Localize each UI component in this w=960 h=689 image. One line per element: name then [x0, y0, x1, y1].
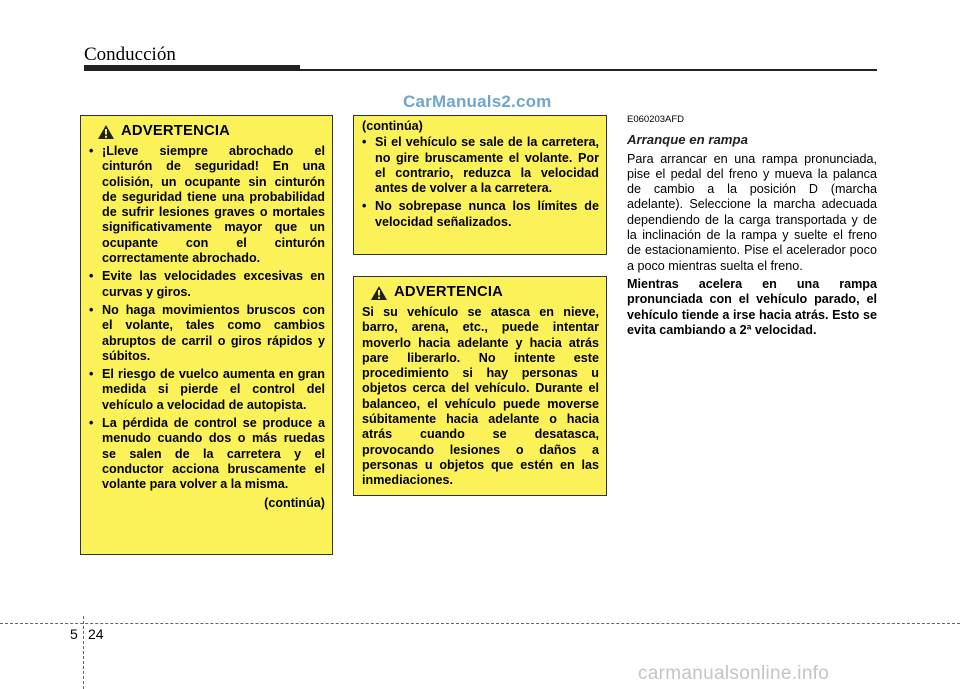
list-item: • No haga movimientos bruscos con el volante, tales como cambios abruptos de carril o giros rápidos y súbitos. — [89, 303, 325, 364]
warning-title: ADVERTENCIA — [121, 123, 231, 140]
header-rule-thin — [300, 69, 877, 71]
footer-vertical-divider — [83, 616, 84, 689]
section-title: Conducción — [84, 44, 176, 65]
page-section-number: 5 — [70, 626, 78, 642]
list-item: • Si el vehículo se sale de la carretera, no gire bruscamente el volante. Por el contrario, reduzca la velocidad antes de volver a la carretera. — [362, 135, 599, 196]
warning-box-stuck-vehicle — [353, 276, 607, 496]
continued-label: (continúa) — [362, 119, 423, 133]
continued-label: (continúa) — [264, 495, 325, 510]
list-item: • Evite las velocidades excesivas en curvas y giros. — [89, 269, 325, 300]
warning-header — [97, 124, 325, 140]
warning-triangle-icon — [370, 285, 388, 301]
page-number: 24 — [88, 626, 104, 642]
header-rule-thick — [84, 65, 300, 71]
list-item: • ¡Lleve siempre abrochado el cinturón de seguridad! En una colisión, un ocupante sin cinturón de seguridad tiene una probabilidad de sufrir lesiones graves o mortales significativamente mayor que un ocupante con el cinturón correctamente abrochado. — [89, 144, 325, 266]
warning-header — [370, 285, 599, 301]
list-item: • No sobrepase nunca los límites de velocidad señalizados. — [362, 199, 599, 230]
body-paragraph: Para arrancar en una rampa pronunciada, pise el pedal del freno y mueva la palanca de cambio a la posición D (marcha adelante). Seleccione la marcha adecuada dependiendo de la carga transportada y de la inclinación de la rampa y suelte el freno de estacionamiento. Pise el acelerador poco a poco mientras suelta el freno. — [627, 151, 877, 273]
warning-list — [89, 144, 325, 493]
watermark-bottom[interactable]: carmanualsonline.info — [638, 663, 830, 684]
list-item: • La pérdida de control se produce a menudo cuando dos o más ruedas se salen de la carretera y el conductor acciona bruscamente el volante para volver a la misma. — [89, 416, 325, 492]
warning-triangle-icon — [97, 124, 115, 140]
warning-box-continued — [353, 115, 607, 255]
warning-box-seatbelt — [80, 115, 333, 555]
warning-list — [362, 135, 599, 230]
section-code: E060203AFD — [627, 114, 685, 125]
warning-text: Si su vehículo se atasca en nieve, barro, arena, etc., puede intentar moverlo hacia adelante y hacia atrás pare liberarlo. No intente este procedimiento si hay personas u objetos cerca del vehículo. Durante el balanceo, el vehículo puede moverse súbitamente hacia adelante o hacia atrás cuando se desatasca, provocando lesiones o daños a personas u objetos que estén en las inmediaciones. — [362, 305, 599, 488]
watermark-top[interactable]: CarManuals2.com — [403, 92, 552, 111]
subheading: Arranque en rampa — [627, 132, 748, 148]
right-column — [627, 112, 877, 338]
list-item: • El riesgo de vuelco aumenta en gran medida si pierde el control del vehículo a velocidad de autopista. — [89, 367, 325, 413]
body-bold-paragraph: Mientras acelera en una rampa pronunciada con el vehículo parado, el vehículo tiende a irse hacia atrás. Esto se evita cambiando a 2ª velocidad. — [627, 276, 877, 337]
warning-title: ADVERTENCIA — [394, 284, 504, 301]
footer-divider — [0, 623, 960, 624]
